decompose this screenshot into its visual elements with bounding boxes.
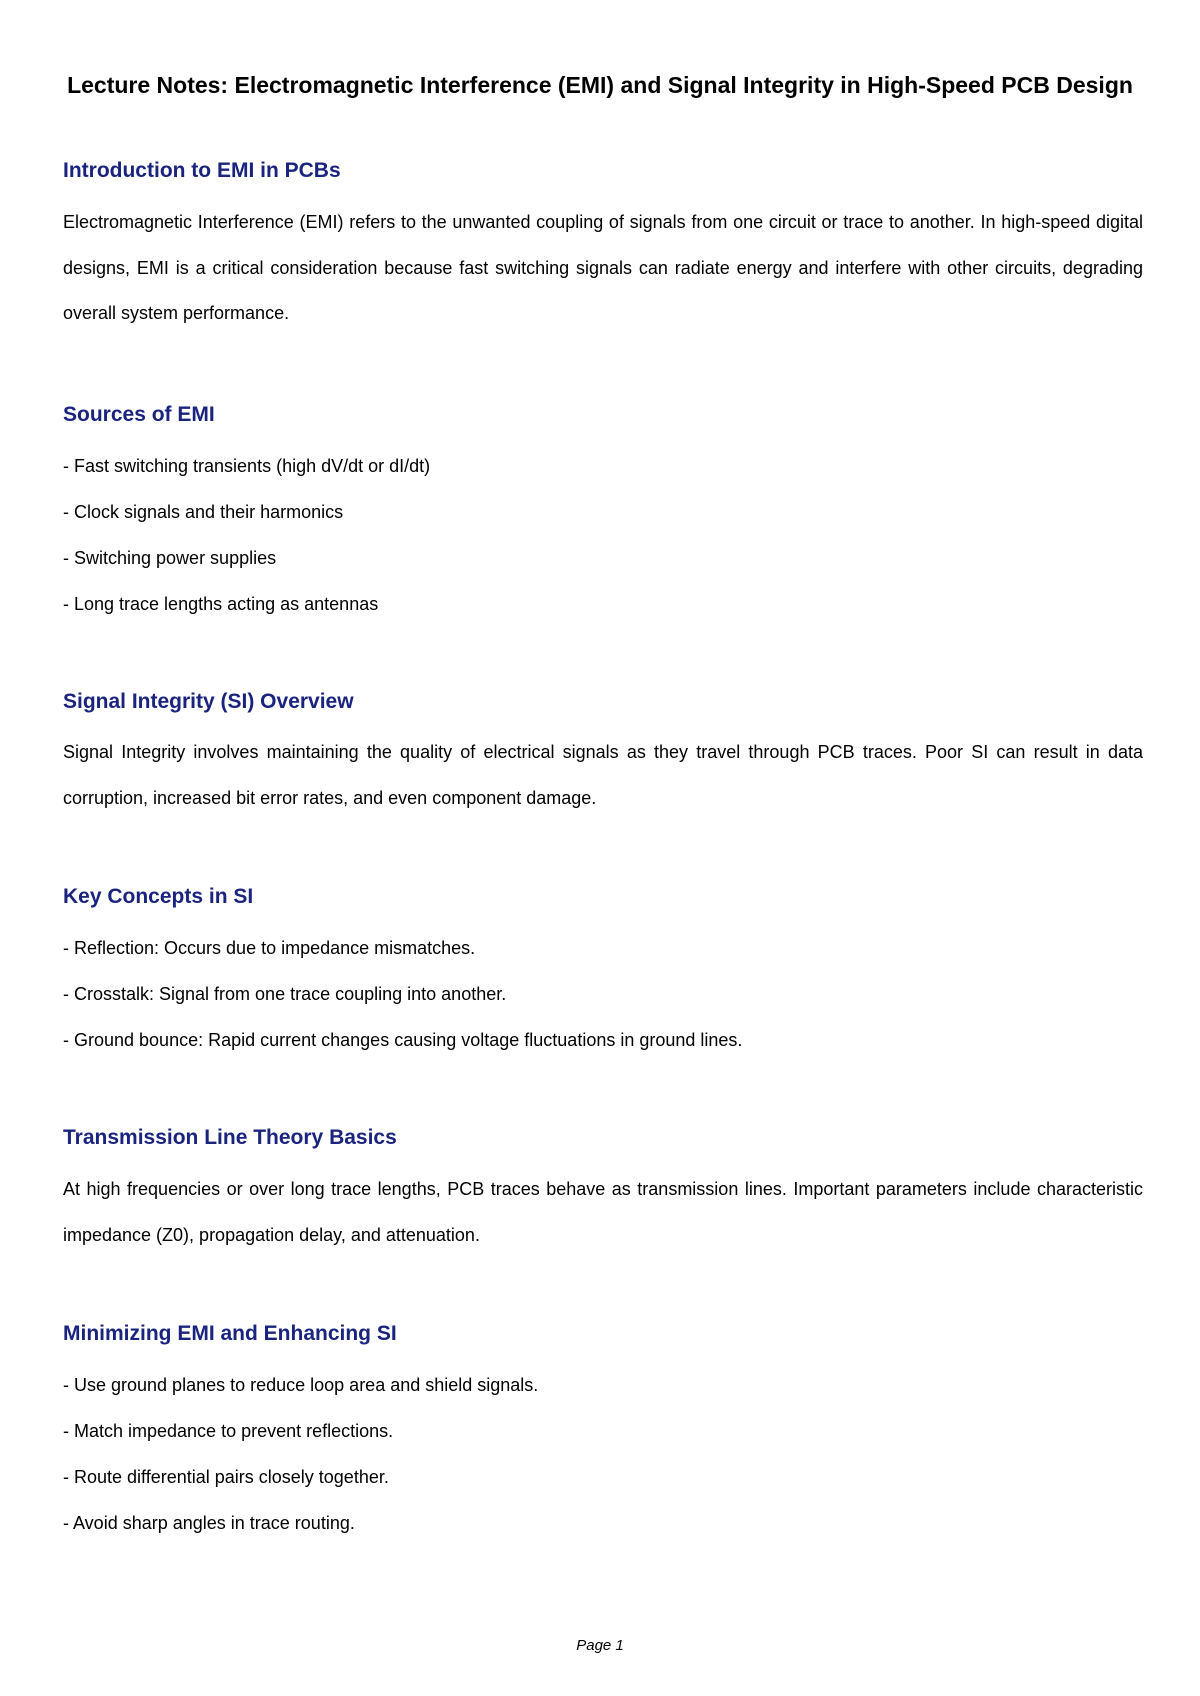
list-item: - Fast switching transients (high dV/dt or dI/dt) bbox=[63, 456, 431, 476]
section-paragraph-introduction: Electromagnetic Interference (EMI) refers to the unwanted coupling of signals from one circuit or trace to another. In high-speed digital designs, EMI is a critical consideration because fast switching signals can radiate energy and interfere with other circuits, degrading overall system performance. bbox=[63, 212, 1143, 323]
page-number: Page 1 bbox=[576, 1637, 624, 1654]
list-item: - Avoid sharp angles in trace routing. bbox=[63, 1513, 355, 1533]
section-paragraph-signal-integrity-overview: Signal Integrity involves maintaining the quality of electrical signals as they travel through PCB traces. Poor SI can result in data corruption, increased bit error rates, and even component damage. bbox=[63, 742, 1143, 808]
list-item: - Long trace lengths acting as antennas bbox=[63, 594, 379, 614]
section-heading-transmission-line-theory: Transmission Line Theory Basics bbox=[63, 1126, 397, 1149]
list-sources-of-emi bbox=[63, 443, 430, 627]
section-heading-introduction: Introduction to EMI in PCBs bbox=[63, 159, 341, 182]
section-heading-sources-of-emi: Sources of EMI bbox=[63, 403, 215, 426]
section-heading-minimizing-emi: Minimizing EMI and Enhancing SI bbox=[63, 1322, 397, 1345]
list-minimizing-emi bbox=[63, 1362, 538, 1546]
list-item: - Route differential pairs closely together. bbox=[63, 1467, 389, 1487]
section-paragraph-transmission-line-theory: At high frequencies or over long trace lengths, PCB traces behave as transmission lines. Important parameters include characteristic impedance (Z0), propagation delay, and attenuation. bbox=[63, 1179, 1143, 1245]
list-item: - Switching power supplies bbox=[63, 548, 277, 568]
list-item: - Match impedance to prevent reflections. bbox=[63, 1421, 394, 1441]
document-title: Lecture Notes: Electromagnetic Interference (EMI) and Signal Integrity in High-Speed PCB Design bbox=[67, 72, 1133, 98]
list-item: - Ground bounce: Rapid current changes causing voltage fluctuations in ground lines. bbox=[63, 1030, 743, 1050]
list-key-concepts bbox=[63, 925, 742, 1063]
section-heading-key-concepts: Key Concepts in SI bbox=[63, 885, 254, 908]
list-item: - Reflection: Occurs due to impedance mismatches. bbox=[63, 938, 476, 958]
list-item: - Clock signals and their harmonics bbox=[63, 502, 344, 522]
section-heading-signal-integrity-overview: Signal Integrity (SI) Overview bbox=[63, 690, 354, 713]
list-item: - Crosstalk: Signal from one trace coupling into another. bbox=[63, 984, 507, 1004]
list-item: - Use ground planes to reduce loop area and shield signals. bbox=[63, 1375, 539, 1395]
